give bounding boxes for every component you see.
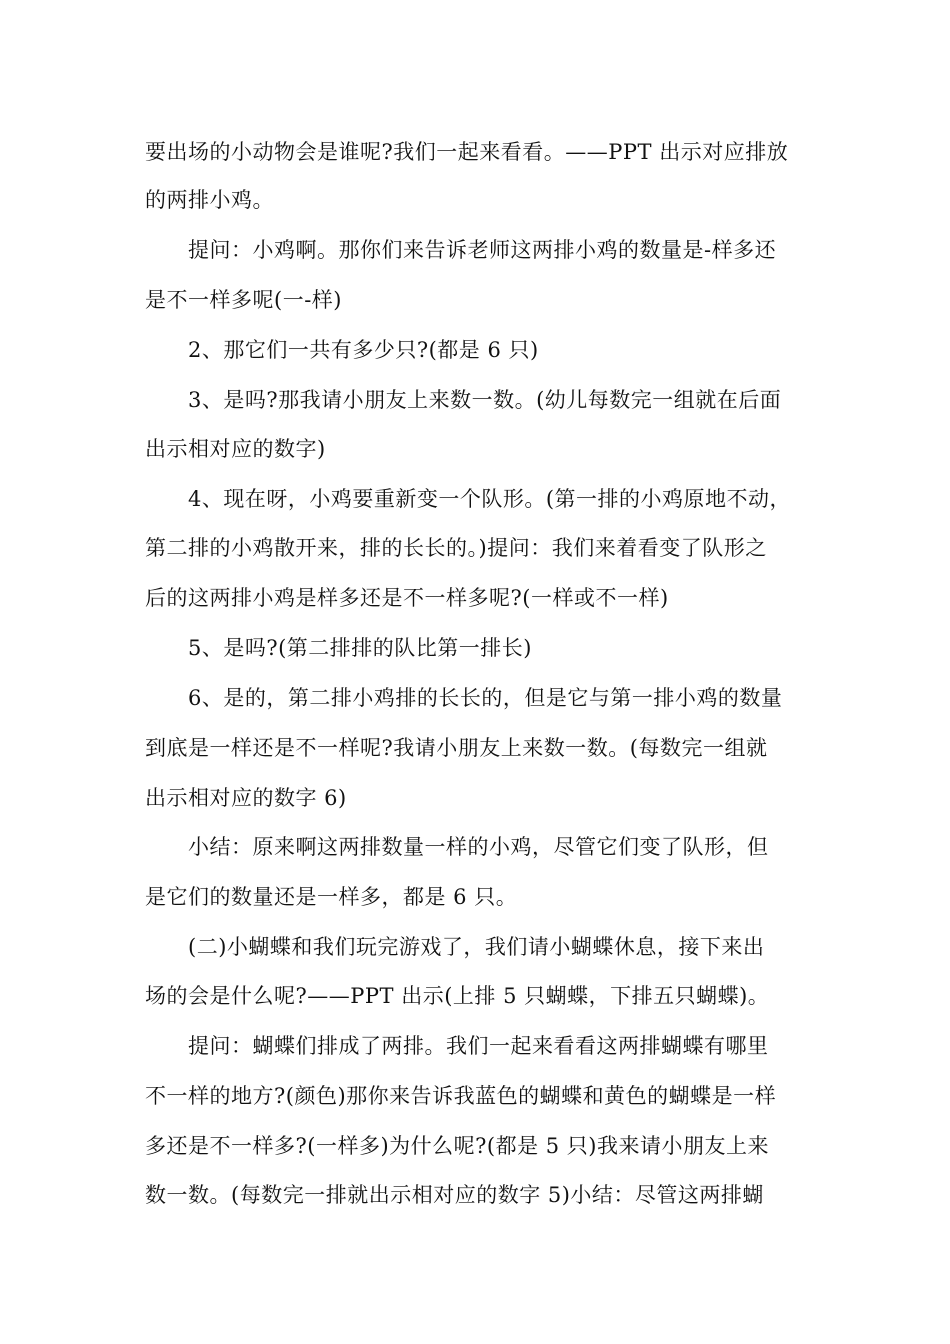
text-line: 数一数。(每数完一排就出示相对应的数字 5)小结：尽管这两排蝴 xyxy=(145,1183,764,1207)
paragraph-first-line: (二)小蝴蝶和我们玩完游戏了，我们请小蝴蝶休息，接下来出 xyxy=(188,935,765,959)
paragraph-first-line: 5、是吗?(第二排排的队比第一排长) xyxy=(188,636,533,660)
text-line: 出示相对应的数字) xyxy=(145,437,326,461)
text-line: 场的会是什么呢?——PPT 出示(上排 5 只蝴蝶，下排五只蝴蝶)。 xyxy=(145,984,770,1008)
text-line: 要出场的小动物会是谁呢?我们一起来看看。——PPT 出示对应排放 xyxy=(145,140,789,164)
paragraph-first-line: 6、是的，第二排小鸡排的长长的，但是它与第一排小鸡的数量 xyxy=(188,686,783,710)
text-line: 多还是不一样多?(一样多)为什么呢?(都是 5 只)我来请小朋友上来 xyxy=(145,1134,769,1158)
text-line: 不一样的地方?(颜色)那你来告诉我蓝色的蝴蝶和黄色的蝴蝶是一样 xyxy=(145,1084,777,1108)
text-line: 第二排的小鸡散开来，排的长长的。)提问：我们来着看变了队形之 xyxy=(145,536,767,560)
text-line: 到底是一样还是不一样呢?我请小朋友上来数一数。(每数完一组就 xyxy=(145,736,768,760)
text-line: 的两排小鸡。 xyxy=(145,188,274,212)
text-line: 出示相对应的数字 6) xyxy=(145,786,347,810)
paragraph-first-line: 2、那它们一共有多少只?(都是 6 只) xyxy=(188,338,539,362)
paragraph-first-line: 提问：蝴蝶们排成了两排。我们一起来看看这两排蝴蝶有哪里 xyxy=(188,1034,769,1058)
paragraph-first-line: 小结：原来啊这两排数量一样的小鸡，尽管它们变了队形，但 xyxy=(188,835,769,859)
paragraph-first-line: 3、是吗?那我请小朋友上来数一数。(幼儿每数完一组就在后面 xyxy=(188,388,782,412)
text-line: 是它们的数量还是一样多，都是 6 只。 xyxy=(145,885,518,909)
text-line: 是不一样多呢(一-样) xyxy=(145,288,342,312)
paragraph-first-line: 提问：小鸡啊。那你们来告诉老师这两排小鸡的数量是-样多还 xyxy=(188,238,777,262)
text-line: 后的这两排小鸡是样多还是不一样多呢?(一样或不一样) xyxy=(145,586,669,610)
paragraph-first-line: 4、现在呀，小鸡要重新变一个队形。(第一排的小鸡原地不动， xyxy=(188,487,792,511)
